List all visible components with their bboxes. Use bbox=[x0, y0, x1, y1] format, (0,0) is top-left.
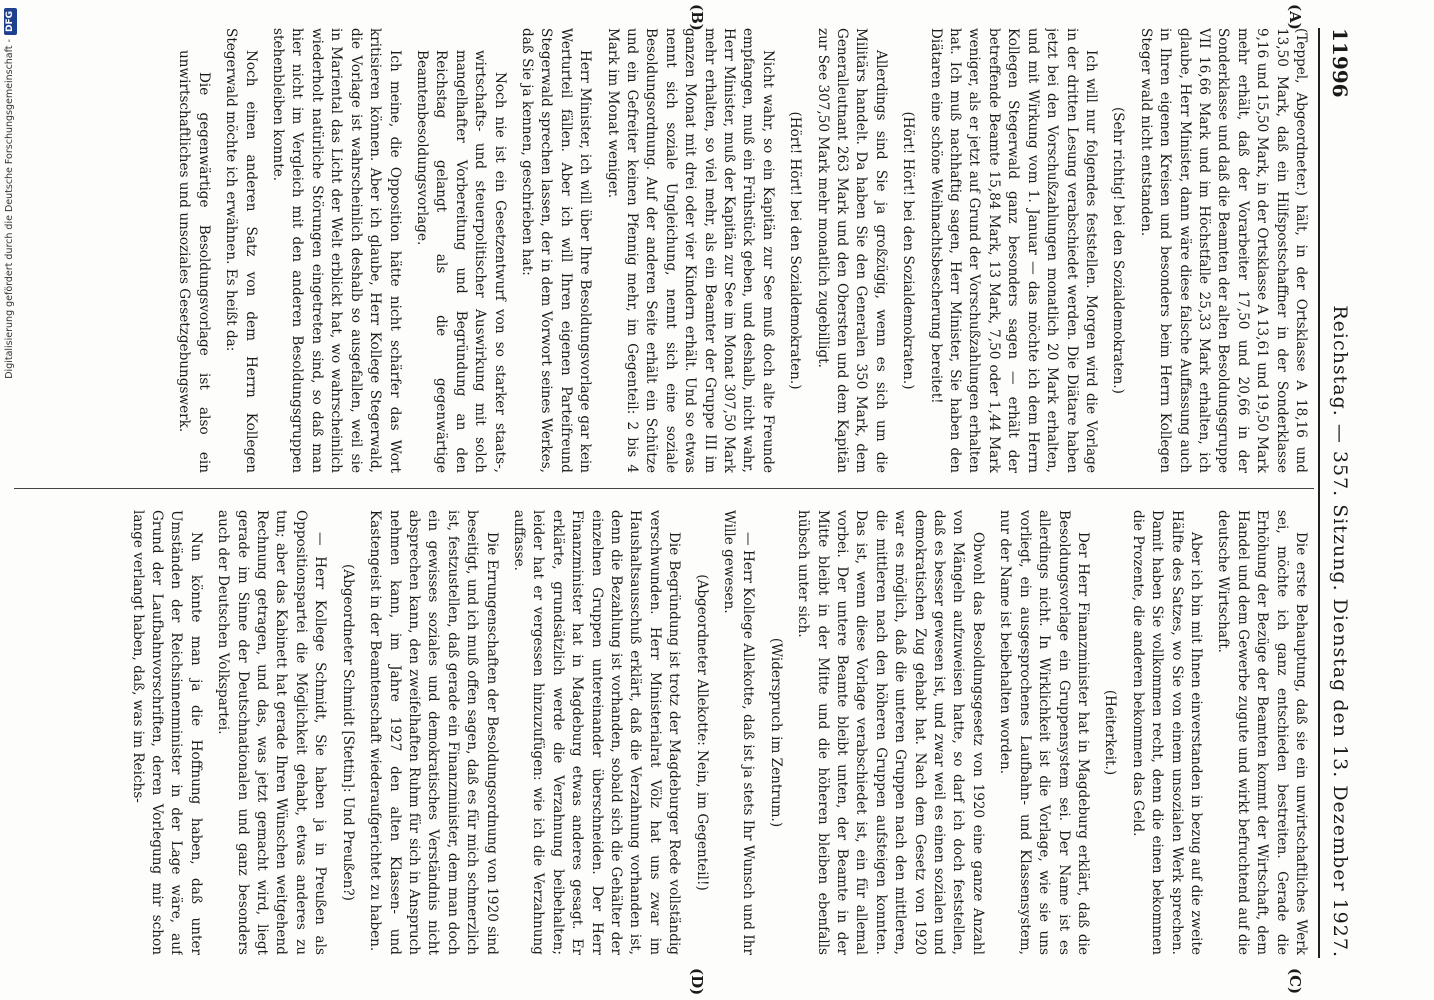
interjection: (Heiterkeit.) bbox=[1102, 689, 1119, 776]
paragraph: Die Errungenschaften der Besoldungsordnung von 1920 sind beseitigt, und ich muß offen sagen, daß es für mich schmerzlich ist, festzustellen, daß gerade ein Finanzminister, dem man doch ein gewisses soziales und demokratisches Verständnis nicht absprechen kann, den zweifelhaften Ruhm für sich in Anspruch nehmen kann, im Jahre 1927 den alten Klassen- und Kastengeist in der Beamtenschaft wiederaufgerichtet zu haben. bbox=[367, 510, 500, 955]
digitization-credit bbox=[2, 8, 18, 992]
interjection: (Hört! Hört! bei den Sozialdemokraten.) bbox=[900, 111, 917, 390]
paragraph: Nun könnte man ja die Hoffnung haben, daß unter Umständen der Reichsinnenminister in der Lage wäre, auf Grund der Laufbahnvorschriften, deren Vorlegung mir schon lange verlangt haben, daß, was im Reichs- bbox=[129, 510, 204, 955]
interjection: (Widerspruch im Zentrum.) bbox=[767, 637, 784, 828]
interjection: (Sehr richtig! bei den Sozialdemokraten.) bbox=[1110, 107, 1127, 394]
paragraph: Nicht wahr, so ein Kapitän zur See muß doch alte Freunde empfangen, muß ein Frühstück geben, und deshalb, nicht wahr, Herr Minister, muß der Kapitän zur See im Monat 307,50 Mark mehr erhalten, so viel mehr, als ein Beamter der Gruppe III im ganzen Monat mit drei oder vier Kindern erhält. Und so etwas nennt sich soziale Ungleichung, nennt sich eine soziale Besoldungsordnung. Auf der anderen Seite erhält ein Schütze und ein Gefreiter keinen Pfennig mehr, im Gegenteil: 2 bis 4 Mark im Monat weniger. bbox=[604, 28, 776, 473]
page-number: 11996 bbox=[1328, 28, 1352, 98]
paragraph: (Teppel, Abgeordneter.) hält, in der Ortsklasse A 18,16 und 13,50 Mark, daß ein Hilfspostschaffner in der Sonderklasse 9,16 und 15,50 Mark, in der Ortsklasse A 13,61 und 19,50 Mark mehr erhält, daß der Vorarbeiter 17,50 und 20,66 in der Sonderklasse und daß die Beamten der alten Besoldungsgruppe VII 16,66 Mark und im Höchstfalle 25,33 Mark erhalten, ich glaube, Herr Minister, dann wäre diese falsche Auffassung auch in Ihren eigenen Kreisen und besonders beim Herrn Kollegen Steger wald nicht entstanden. bbox=[1137, 28, 1309, 473]
page-title: Reichstag. — 357. Sitzung. Dienstag den 13. Dezember 1927. bbox=[1329, 305, 1351, 958]
interjection: (Abgeordneter Schmidt [Stettin]: Und Preußen?) bbox=[339, 564, 356, 901]
paragraph: Die erste Behauptung, daß sie ein unwirtschaftliches Werk sei, möchte ich ganz entschieden bestreiten. Gerade die Erhöhung der Bezüge der Beamten kommt der Wirtschaft, dem Handel und dem Gewerbe zugute und wirkt befruchtend auf die deutsche Wirtschaft. bbox=[1215, 510, 1309, 955]
paragraph: Aber ich bin mit Ihnen einverstanden in bezug auf die zweite Hälfte des Satzes, wo Sie von einem unsozialen Werk sprechen. Damit haben Sie vollkommen recht, denn die einen bekommen die Prozente, die anderen bekommen das Geld. bbox=[1129, 510, 1204, 955]
paragraph: Der Herr Finanzminister hat in Magdeburg erklärt, daß die Besoldungsvorlage ein Gruppensystem sei. Der Name ist es allerdings nicht. In Wirklichkeit ist die Vorlage, wie sie uns vorliegt, ein ausgesprochenes Laufbahn- und Klassensystem, nur der Name ist beibehalten worden. bbox=[997, 510, 1091, 955]
paragraph: — Herr Kollege Allekotte, daß ist ja stets Ihr Wunsch und Ihr Wille gewesen. bbox=[721, 510, 757, 955]
margin-marker-c: (C) bbox=[1286, 968, 1304, 995]
paragraph: Die Begründung ist trotz der Magdeburger Rede vollständig verschwunden. Herr Ministerialrat Völz hat uns zwar im Haushaltsausschuß erklärt, daß die Verzahnung vorhanden ist, denn die Bezahlung ist vorhanden, sobald sich die Gehälter der einzelnen Gruppen untereinander überschneiden. Der Herr Finanzminister hat in Magdeburg etwas anderes gesagt. Er erklärte, grundsätzlich werde die Verzahnung beibehalten; leider hat er vergessen hinzuzufügen: wie ich die Verzahnung auffasse. bbox=[510, 510, 683, 955]
quotation: Noch nie ist ein Gesetzentwurf von so starker staats-, wirtschafts- und steuerpolitischer Auswirkung mit solch mangelhafter Vorbereitung und Begründung an den Reichstag gelangt als die gegenwärtige Beamtenbesoldungsvorlage. bbox=[413, 50, 508, 473]
quotation: Die gegenwärtige Besoldungsvorlage ist also ein unwirtschaftliches und unsoziales Gesetzgebungswerk. bbox=[176, 50, 212, 473]
left-column bbox=[20, 28, 1310, 473]
right-column bbox=[20, 510, 1310, 955]
margin-marker-d: (D) bbox=[688, 968, 706, 996]
margin-marker-b: (B) bbox=[688, 4, 706, 31]
column-divider bbox=[14, 488, 1314, 489]
credit-text: Digitalisierung gefördert durch die Deutsche Forschungsgemeinschaft - bbox=[4, 39, 15, 379]
interjection: (Hört! Hört! bei den Sozialdemokraten.) bbox=[787, 111, 804, 390]
paragraph: Noch einen anderen Satz von dem Herrn Kollegen Stegerwald möchte ich erwähnen. Es heißt da: bbox=[223, 28, 259, 473]
paragraph: Herr Minister, ich will über Ihre Besoldungsvorlage gar kein Werturteil fällen. Aber ich will Ihren eigenen Parteifreund Stegerwald sprechen lassen, der in dem Vorwort seines Werkes, daß Sie ja kennen, geschrieben hat: bbox=[518, 28, 594, 473]
paragraph: Ich meine, die Opposition hätte nicht schärfer das Wort kritisieren können. Aber ich glaube, Herr Kollege Stegerwald, die Vorlage ist wahrscheinlich deshalb so ausgefallen, weil sie in Mariental das Licht der Welt erblickt hat, wo wahrscheinlich wiederholt natürliche Störungen eingetreten sind, so daß man hier nicht im Vergleich mit den anderen Besoldungsgruppen stehenbleiben konnte. bbox=[270, 28, 403, 473]
paragraph: Allerdings sind Sie ja großzügig, wenn es sich um die Militärs handelt. Da haben Sie den Generalen 350 Mark, dem Generalleutnant 263 Mark und den Obersten und dem Kapitän zur See 307,50 Mark mehr monatlich zugebilligt. bbox=[814, 28, 889, 473]
paragraph: Obwohl das Besoldungsgesetz von 1920 eine ganze Anzahl von Mängeln aufzuweisen hatte, so darf ich doch feststellen, daß es besser gewesen ist, und zwar weil es einen sozialen und demokratischen Zug gehabt hat. Nach dem Gesetz von 1920 war es möglich, daß die unteren Gruppen nach den mittleren, die mittleren nach den höheren Gruppen aufsteigen konnten. Das ist, wenn diese Vorlage verabschiedet ist, ein für allemal vorbei. Der untere Beamte bleibt unten, der Beamte in der Mitte bleibt in der Mitte und die höheren bleiben ebenfalls hübsch unter sich. bbox=[795, 510, 986, 955]
interjection: (Abgeordneter Allekotte: Nein, im Gegenteil!) bbox=[693, 574, 710, 891]
page-header bbox=[1318, 28, 1360, 958]
paragraph: — Herr Kollege Schmidt, Sie haben ja in Preußen als Oppositionspartei die Möglichkeit gehabt, etwas anderes zu tun; aber das Kabinett hat gerade Ihren Wünschen weitgehend Rechnung getragen, und das, was jetzt gemacht wird, liegt gerade im Sinne der Deutschnationalen und ganz besonders auch der Deutschen Volkspartei. bbox=[215, 510, 329, 955]
dfg-logo: DFG bbox=[4, 8, 17, 35]
paragraph: Ich will nur folgendes feststellen. Morgen wird die Vorlage in der dritten Lesung verabschiedet werden. Die Diätare haben jetzt bei den Vorschußzahlungen monatlich 20 Mark erhalten, und mit Wirkung vom 1. Januar — das möchte ich dem Herrn Kollegen Stegerwald ganz besonders sagen — erhält der betreffende Beamte 15,84 Mark, 13 Mark, 7,50 oder 1,44 Mark weniger, als er jetzt auf Grund der Vorschußzahlungen erhalten hat. Ich muß nachhaftig sagen, Herr Minister, Sie haben den Diätaren eine schöne Weihnachtsbescherung bereitet! bbox=[927, 28, 1099, 473]
credit-line bbox=[2, 8, 18, 992]
margin-marker-a: (A) bbox=[1286, 4, 1304, 30]
